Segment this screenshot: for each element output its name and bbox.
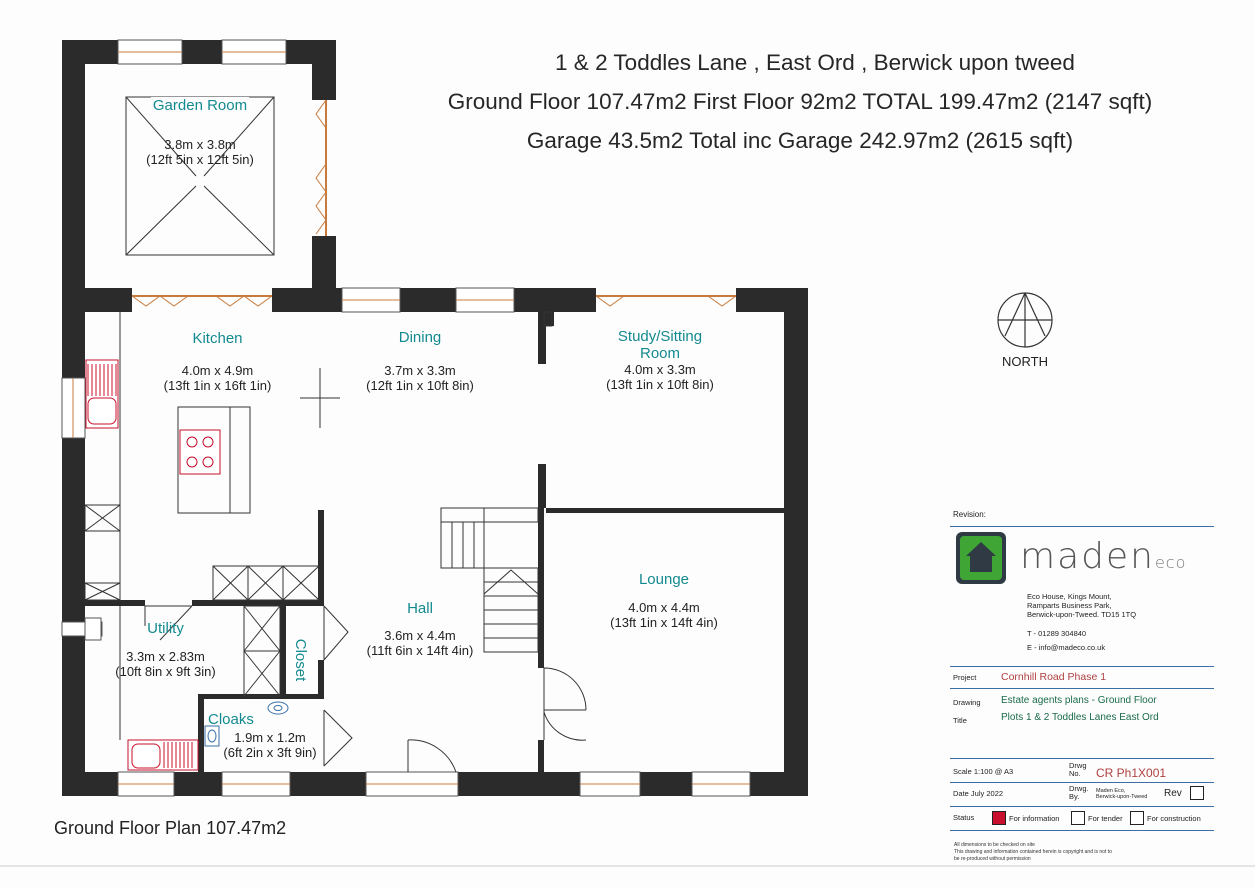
header-line-1: 1 & 2 Toddles Lane , East Ord , Berwick upon tweed — [555, 50, 1075, 75]
address-line-2: Ramparts Business Park, — [1027, 601, 1112, 610]
room-study-name: Study/Sitting — [617, 328, 703, 345]
room-dining-dim-ft: (12ft 1in x 10ft 8in) — [366, 378, 474, 393]
wall-int-study-stub — [538, 312, 546, 364]
wall-east — [784, 288, 808, 796]
title-block — [950, 508, 1214, 868]
note-2: This drawing and information contained herein is copyright and is not to — [954, 849, 1112, 855]
wall-int-lounge-north — [546, 508, 784, 513]
drwg-by-value: Maden Eco, Berwick-upon-Tweed — [1096, 788, 1148, 800]
rev-box — [1190, 786, 1204, 800]
scale-text: Scale 1:100 @ A3 — [953, 767, 1014, 776]
wall-int-small — [546, 312, 554, 326]
room-dining — [340, 329, 500, 393]
email: E - info@madeco.co.uk — [1027, 643, 1106, 652]
room-utility — [98, 620, 233, 679]
status-tender-label: For tender — [1088, 814, 1123, 823]
address-line-3: Berwick-upon-Tweed. TD15 1TQ — [1027, 610, 1137, 619]
status-construction-label: For construction — [1147, 814, 1201, 823]
wall-int-closet-east — [318, 660, 324, 694]
project-value: Cornhill Road Phase 1 — [1001, 671, 1107, 683]
room-study-name-2: Room — [639, 345, 680, 362]
status-label: Status — [953, 813, 975, 822]
wall-south-1 — [62, 772, 118, 796]
wall-int-lounge-west — [538, 508, 544, 668]
wall-int-closet-west — [280, 606, 286, 696]
wall-garden-east-upper — [312, 40, 336, 100]
project-label: Project — [953, 673, 977, 682]
logo-text-suffix: eco — [1154, 553, 1187, 572]
header-line-2: Ground Floor 107.47m2 First Floor 92m2 TOTAL 199.47m2 (2147 sqft) — [447, 89, 1153, 114]
room-garden-dim-ft: (12ft 5in x 12ft 5in) — [146, 152, 254, 167]
header-line-3: Garage 43.5m2 Total inc Garage 242.97m2 (2615 sqft) — [526, 128, 1074, 153]
logo-text-main: maden — [1020, 536, 1155, 577]
room-closet-name: Closet — [292, 638, 309, 682]
note-1: All dimensions to be checked on site — [954, 842, 1035, 848]
maden-logo-icon — [956, 532, 1006, 584]
wall-int-lounge-west-low — [538, 740, 544, 772]
room-cloaks-dim-m: 1.9m x 1.2m — [234, 730, 306, 745]
status-info-checkbox — [992, 811, 1006, 825]
room-study — [580, 328, 740, 392]
wall-north-3 — [400, 288, 456, 312]
wall-int-utility-top-b — [192, 600, 322, 606]
room-study-dim-ft: (13ft 1in x 10ft 8in) — [606, 377, 714, 392]
room-dining-name: Dining — [398, 329, 442, 346]
title-value: Plots 1 & 2 Toddles Lanes East Ord — [1001, 712, 1159, 723]
date-text: Date July 2022 — [953, 789, 1004, 798]
room-cloaks-dim-ft: (6ft 2in x 3ft 9in) — [223, 745, 317, 760]
room-utility-dim-ft: (10ft 8in x 9ft 3in) — [115, 664, 216, 679]
room-hall — [340, 600, 500, 658]
room-garden-name: Garden Room — [152, 97, 248, 114]
wall-north-1 — [62, 288, 132, 312]
wall-south-4 — [458, 772, 580, 796]
phone: T - 01289 304840 — [1027, 629, 1087, 638]
north-compass-icon — [995, 292, 1055, 352]
wall-south-5 — [640, 772, 692, 796]
room-lounge-dim-m: 4.0m x 4.4m — [628, 600, 700, 615]
room-kitchen-name: Kitchen — [192, 330, 243, 347]
title-label: Title — [953, 716, 967, 725]
room-kitchen-dim-m: 4.0m x 4.9m — [181, 363, 254, 378]
wall-int-study-lower — [538, 464, 546, 508]
room-utility-dim-m: 3.3m x 2.83m — [126, 649, 205, 664]
wall-north-2 — [272, 288, 342, 312]
wall-int-utility-top-a — [85, 600, 145, 606]
room-kitchen-dim-ft: (13ft 1in x 16ft 1in) — [163, 378, 272, 393]
address-line-1: Eco House, Kings Mount, — [1027, 592, 1112, 601]
status-tender-checkbox — [1071, 811, 1085, 825]
drwg-no-label: Drwg No. — [1069, 761, 1087, 778]
room-lounge-name: Lounge — [638, 571, 690, 588]
wall-garden-top — [62, 40, 336, 64]
room-lounge-dim-ft: (13ft 1in x 14ft 4in) — [610, 615, 718, 630]
room-cloaks — [200, 711, 330, 760]
drawing-label: Drawing — [953, 698, 981, 707]
drwg-no-value: CR Ph1X001 — [1096, 766, 1167, 780]
room-hall-name: Hall — [407, 600, 433, 617]
wall-south-2 — [174, 772, 222, 796]
logo-text — [1020, 536, 1186, 577]
room-cloaks-name: Cloaks — [208, 711, 254, 728]
room-kitchen — [140, 330, 295, 393]
room-study-dim-m: 4.0m x 3.3m — [624, 362, 696, 377]
drwg-by-label: Drwg. By. — [1069, 784, 1089, 801]
status-info-label: For information — [1009, 814, 1060, 823]
drawing-value: Estate agents plans - Ground Floor — [1001, 695, 1157, 706]
compass-label: NORTH — [1002, 354, 1048, 369]
note-3: be re-produced without permission — [954, 856, 1031, 862]
room-hall-dim-ft: (11ft 6in x 14ft 4in) — [366, 643, 474, 658]
status-construction-checkbox — [1130, 811, 1144, 825]
rev-label: Rev — [1164, 788, 1182, 799]
room-lounge — [584, 571, 744, 630]
wall-north-4 — [514, 288, 596, 312]
room-garden-dim-m: 3.8m x 3.8m — [164, 137, 236, 152]
room-closet — [289, 633, 309, 687]
wall-south-6 — [750, 772, 808, 796]
room-dining-dim-m: 3.7m x 3.3m — [384, 363, 456, 378]
room-garden — [125, 97, 275, 167]
room-utility-name: Utility — [147, 620, 184, 637]
plan-caption: Ground Floor Plan 107.47m2 — [54, 818, 287, 838]
room-hall-dim-m: 3.6m x 4.4m — [384, 628, 456, 643]
revision-label: Revision: — [953, 510, 986, 519]
wall-south-3 — [290, 772, 366, 796]
